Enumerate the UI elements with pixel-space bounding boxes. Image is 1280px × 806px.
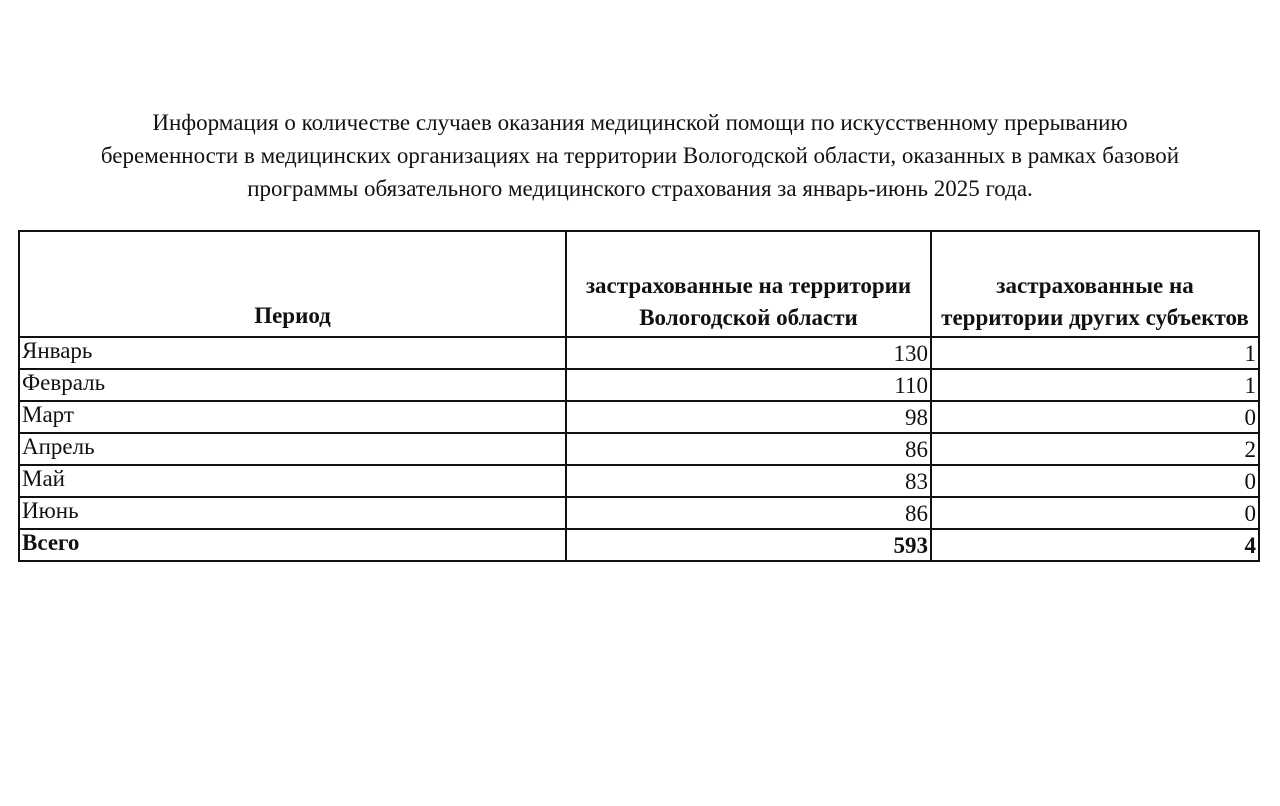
other-count-cell: 1: [931, 369, 1259, 401]
local-count-cell: 86: [566, 433, 931, 465]
total-label-cell: Всего: [19, 529, 566, 561]
table-row: [19, 465, 1259, 497]
other-count-cell: 1: [931, 337, 1259, 369]
title-line-3: программы обязательного медицинского страхования за январь-июнь 2025 года.: [247, 176, 1033, 201]
table-row: [19, 337, 1259, 369]
local-count-cell: 130: [566, 337, 931, 369]
period-cell: Апрель: [19, 433, 566, 465]
table-row: [19, 433, 1259, 465]
period-cell: Январь: [19, 337, 566, 369]
period-cell: Февраль: [19, 369, 566, 401]
other-count-cell: 0: [931, 465, 1259, 497]
table-row: [19, 497, 1259, 529]
period-cell: Май: [19, 465, 566, 497]
other-count-cell: 0: [931, 401, 1259, 433]
period-cell: Июнь: [19, 497, 566, 529]
header-row: [19, 231, 1259, 337]
period-cell: Март: [19, 401, 566, 433]
other-count-cell: 0: [931, 497, 1259, 529]
local-count-cell: 86: [566, 497, 931, 529]
table-row: [19, 401, 1259, 433]
document-title: [20, 106, 1260, 205]
header-local-insured: застрахованные на территории Вологодской области: [566, 231, 931, 337]
total-other-cell: 4: [931, 529, 1259, 561]
report-table: [18, 230, 1260, 562]
title-line-1: Информация о количестве случаев оказания медицинской помощи по искусственному прерыванию: [152, 110, 1128, 135]
local-count-cell: 98: [566, 401, 931, 433]
title-line-2: беременности в медицинских организациях на территории Вологодской области, оказанных в рамках базовой: [100, 143, 1180, 168]
table-row: [19, 369, 1259, 401]
header-period: Период: [19, 231, 566, 337]
total-local-cell: 593: [566, 529, 931, 561]
other-count-cell: 2: [931, 433, 1259, 465]
local-count-cell: 110: [566, 369, 931, 401]
total-row: [19, 529, 1259, 561]
local-count-cell: 83: [566, 465, 931, 497]
header-other-insured: застрахованные на территории других субъектов: [931, 231, 1259, 337]
